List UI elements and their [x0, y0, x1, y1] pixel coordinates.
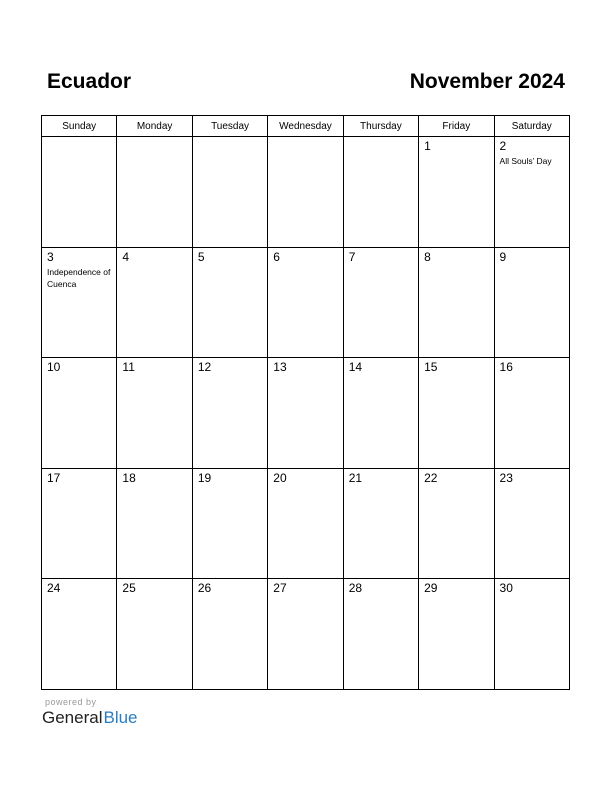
- day-number: 22: [424, 470, 438, 485]
- day-number: 15: [424, 360, 438, 374]
- day-number: 26: [197, 581, 212, 595]
- day-cell[interactable]: [117, 579, 192, 690]
- weekday-thursday: Thursday: [343, 116, 418, 137]
- week-row: [42, 137, 570, 248]
- day-cell[interactable]: [419, 358, 494, 469]
- holiday-label: All Souls’ Day: [499, 156, 552, 166]
- day-number: 29: [424, 581, 438, 595]
- day-number: 8: [424, 249, 431, 264]
- day-number: 2: [499, 139, 507, 153]
- day-cell[interactable]: [494, 468, 569, 579]
- day-number: 24: [47, 581, 61, 595]
- day-cell[interactable]: [419, 247, 494, 358]
- weekday-saturday: Saturday: [494, 116, 569, 137]
- day-cell[interactable]: [494, 579, 569, 690]
- day-cell[interactable]: [419, 468, 494, 579]
- day-cell[interactable]: [42, 137, 117, 248]
- brand-blue: Blue: [103, 708, 138, 727]
- day-cell[interactable]: [268, 137, 343, 248]
- day-number: 5: [197, 249, 205, 264]
- day-number: 30: [499, 581, 513, 595]
- calendar-grid: [41, 115, 570, 690]
- day-number: 1: [424, 139, 431, 153]
- day-number: 20: [273, 470, 287, 485]
- day-cell[interactable]: [117, 137, 192, 248]
- day-number: 9: [499, 249, 507, 264]
- day-number: 17: [47, 470, 61, 485]
- day-cell[interactable]: [192, 137, 267, 248]
- day-cell[interactable]: [268, 579, 343, 690]
- powered-by-label: powered by: [45, 697, 97, 707]
- day-number: 12: [197, 360, 212, 374]
- day-cell[interactable]: [419, 137, 494, 248]
- day-cell[interactable]: [42, 247, 117, 358]
- day-cell[interactable]: [343, 579, 418, 690]
- brand-general: General: [42, 708, 103, 727]
- country-title: Ecuador: [47, 70, 132, 93]
- day-number: 13: [273, 360, 287, 374]
- weekday-monday: Monday: [117, 116, 192, 137]
- day-number: 21: [348, 470, 363, 485]
- day-number: 25: [122, 581, 136, 595]
- day-number: 18: [122, 470, 136, 485]
- day-cell[interactable]: [117, 468, 192, 579]
- week-row: [42, 247, 570, 358]
- day-cell[interactable]: [192, 358, 267, 469]
- day-cell[interactable]: [42, 579, 117, 690]
- day-cell[interactable]: [494, 137, 569, 248]
- day-cell[interactable]: [42, 358, 117, 469]
- day-cell[interactable]: [343, 468, 418, 579]
- holiday-label: Independence of Cuenca: [47, 266, 111, 289]
- day-cell[interactable]: [192, 247, 267, 358]
- day-cell[interactable]: [343, 137, 418, 248]
- day-number: 3: [47, 249, 54, 264]
- day-cell[interactable]: [494, 247, 569, 358]
- day-number: 19: [197, 470, 212, 485]
- day-cell[interactable]: [192, 468, 267, 579]
- day-number: 7: [348, 249, 356, 264]
- week-row: [42, 468, 570, 579]
- day-cell[interactable]: [117, 247, 192, 358]
- day-cell[interactable]: [268, 247, 343, 358]
- day-number: 23: [499, 470, 513, 485]
- day-cell[interactable]: [419, 579, 494, 690]
- day-cell[interactable]: [343, 358, 418, 469]
- month-year-title: November 2024: [409, 70, 565, 93]
- generalblue-logo[interactable]: [42, 708, 138, 728]
- weekday-sunday: Sunday: [42, 116, 117, 137]
- day-cell[interactable]: [192, 579, 267, 690]
- week-row: [42, 358, 570, 469]
- day-number: 6: [273, 249, 280, 264]
- weekday-tuesday: Tuesday: [192, 116, 267, 137]
- day-number: 14: [348, 360, 363, 374]
- weekday-header-row: [42, 116, 570, 137]
- day-cell[interactable]: [494, 358, 569, 469]
- day-number: 28: [348, 581, 363, 595]
- day-cell[interactable]: [268, 358, 343, 469]
- weekday-friday: Friday: [419, 116, 494, 137]
- day-number: 27: [273, 581, 287, 595]
- day-number: 10: [47, 360, 61, 374]
- day-number: 16: [499, 360, 513, 374]
- day-cell[interactable]: [343, 247, 418, 358]
- day-number: 4: [122, 249, 130, 264]
- day-cell[interactable]: [117, 358, 192, 469]
- day-cell[interactable]: [42, 468, 117, 579]
- weekday-wednesday: Wednesday: [268, 116, 343, 137]
- day-number: 11: [122, 360, 135, 374]
- week-row: [42, 579, 570, 690]
- day-cell[interactable]: [268, 468, 343, 579]
